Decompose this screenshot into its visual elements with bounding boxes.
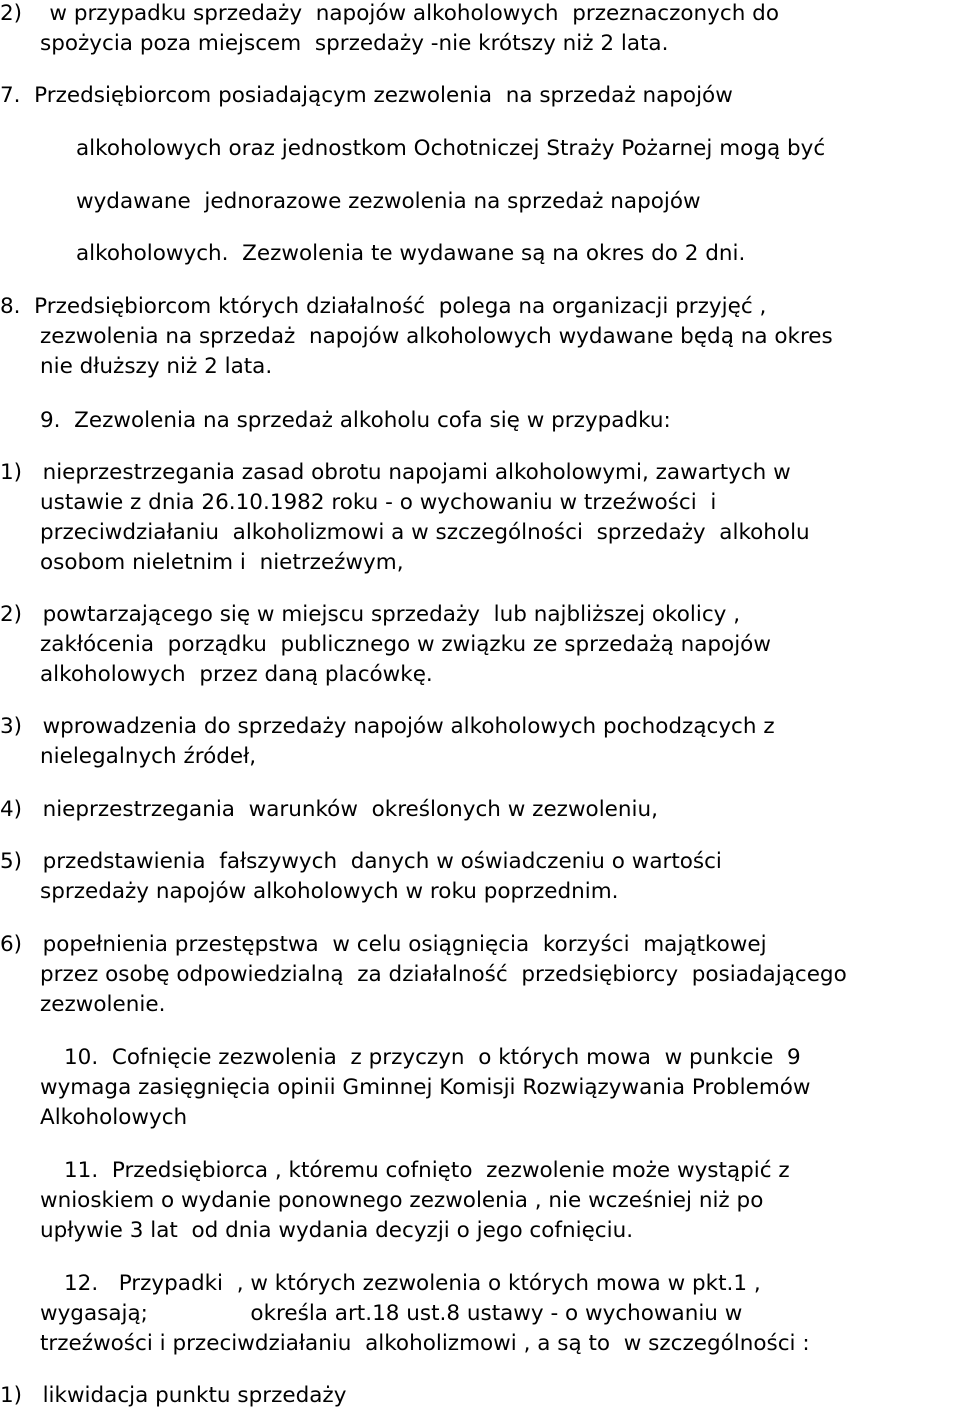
text-line: 2) powtarzającego się w miejscu sprzedaży lub najbliższej okolicy , bbox=[0, 602, 741, 627]
text-line: 9. Zezwolenia na sprzedaż alkoholu cofa się w przypadku: bbox=[40, 408, 671, 433]
text-line: wnioskiem o wydanie ponownego zezwolenia , nie wcześniej niż po bbox=[40, 1188, 764, 1213]
text-line: wygasają; określa art.18 ust.8 ustawy - o wychowaniu w bbox=[40, 1301, 743, 1326]
text-line: spożycia poza miejscem sprzedaży -nie krótszy niż 2 lata. bbox=[40, 31, 669, 56]
text-line: 6) popełnienia przestępstwa w celu osiągnięcia korzyści majątkowej bbox=[0, 932, 767, 957]
text-line: 1) nieprzestrzegania zasad obrotu napojami alkoholowymi, zawartych w bbox=[0, 460, 791, 485]
text-line: 2) w przypadku sprzedaży napojów alkoholowych przeznaczonych do bbox=[0, 1, 779, 26]
text-line: 7. Przedsiębiorcom posiadającym zezwolenia na sprzedaż napojów bbox=[0, 83, 733, 108]
text-line: 3) wprowadzenia do sprzedaży napojów alkoholowych pochodzących z bbox=[0, 714, 775, 739]
text-line: zezwolenie. bbox=[40, 992, 166, 1017]
text-line: ustawie z dnia 26.10.1982 roku - o wychowaniu w trzeźwości i bbox=[40, 490, 717, 515]
text-line: zezwolenia na sprzedaż napojów alkoholowych wydawane będą na okres bbox=[40, 324, 833, 349]
text-line: 12. Przypadki , w których zezwolenia o których mowa w pkt.1 , bbox=[64, 1271, 761, 1296]
text-line: alkoholowych przez daną placówkę. bbox=[40, 662, 433, 687]
text-line: upływie 3 lat od dnia wydania decyzji o jego cofnięciu. bbox=[40, 1218, 634, 1243]
text-line: Alkoholowych bbox=[40, 1105, 188, 1130]
text-line: przez osobę odpowiedzialną za działalność przedsiębiorcy posiadającego bbox=[40, 962, 847, 987]
text-line: alkoholowych oraz jednostkom Ochotniczej Straży Pożarnej mogą być bbox=[76, 136, 826, 161]
text-line: wydawane jednorazowe zezwolenia na sprzedaż napojów bbox=[76, 189, 701, 214]
text-line: 8. Przedsiębiorcom których działalność polega na organizacji przyjęć , bbox=[0, 294, 767, 319]
text-line: osobom nieletnim i nietrzeźwym, bbox=[40, 550, 404, 575]
text-line: przeciwdziałaniu alkoholizmowi a w szczególności sprzedaży alkoholu bbox=[40, 520, 810, 545]
text-line: trzeźwości i przeciwdziałaniu alkoholizmowi , a są to w szczególności : bbox=[40, 1331, 810, 1356]
text-line: 4) nieprzestrzegania warunków określonych w zezwoleniu, bbox=[0, 797, 658, 822]
text-line: 5) przedstawienia fałszywych danych w oświadczeniu o wartości bbox=[0, 849, 722, 874]
text-line: 10. Cofnięcie zezwolenia z przyczyn o których mowa w punkcie 9 bbox=[64, 1045, 801, 1070]
text-line: nie dłuższy niż 2 lata. bbox=[40, 354, 273, 379]
text-line: zakłócenia porządku publicznego w związku ze sprzedażą napojów bbox=[40, 632, 771, 657]
text-line: sprzedaży napojów alkoholowych w roku poprzednim. bbox=[40, 879, 619, 904]
text-line: alkoholowych. Zezwolenia te wydawane są na okres do 2 dni. bbox=[76, 241, 746, 266]
text-line: wymaga zasięgnięcia opinii Gminnej Komisji Rozwiązywania Problemów bbox=[40, 1075, 811, 1100]
text-line: nielegalnych źródeł, bbox=[40, 744, 257, 769]
text-line: 1) likwidacja punktu sprzedaży bbox=[0, 1383, 347, 1408]
text-line: 11. Przedsiębiorca , któremu cofnięto zezwolenie może wystąpić z bbox=[64, 1158, 790, 1183]
